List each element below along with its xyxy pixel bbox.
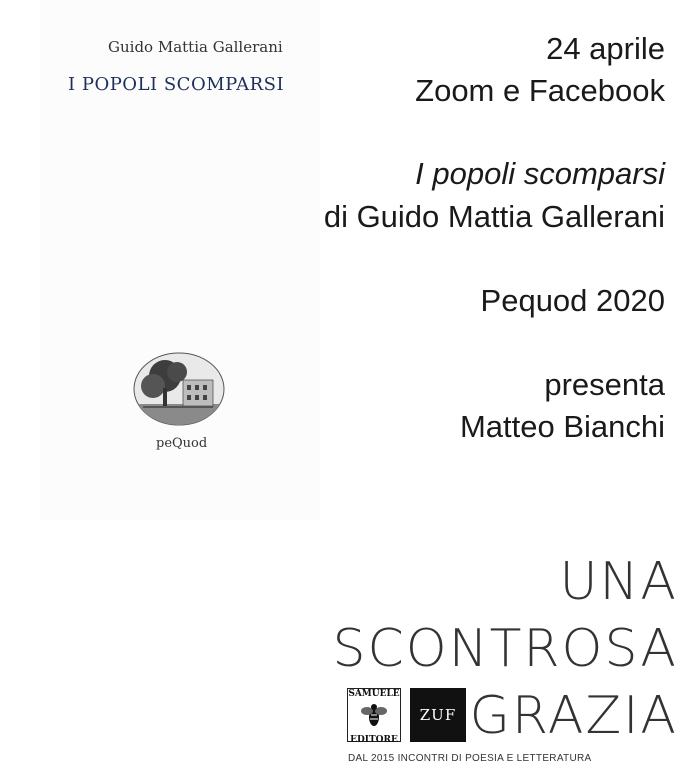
cover-author: Guido Mattia Gallerani [108,38,283,56]
samuele-logo-top: SAMUELE [348,689,400,699]
samuele-logo-bottom: EDITORE [350,735,398,745]
event-date: 24 aprile [546,31,665,66]
cover-title: I POPOLI SCOMPARSI [68,74,285,95]
bee-icon [359,700,389,730]
samuele-editore-logo [347,688,401,745]
landscape-vignette-icon [133,352,225,426]
event-book-title: I popoli scomparsi [415,156,665,191]
series-title-line1: UNA [559,552,678,612]
series-title-line2: SCONTROSA [332,619,678,679]
presenter-name: Matteo Bianchi [459,409,665,444]
series-tagline: DAL 2015 INCONTRI DI POESIA E LETTERATURA [348,753,592,764]
event-platform: Zoom e Facebook [415,73,665,108]
series-title-line3: GRAZIA [469,686,678,746]
presenter-label: presenta [544,367,665,402]
event-book-author: di Guido Mattia Gallerani [323,199,665,234]
cover-publisher: peQuod [156,436,208,451]
event-edition: Pequod 2020 [480,283,665,318]
zuf-logo: ZUF [410,688,466,742]
